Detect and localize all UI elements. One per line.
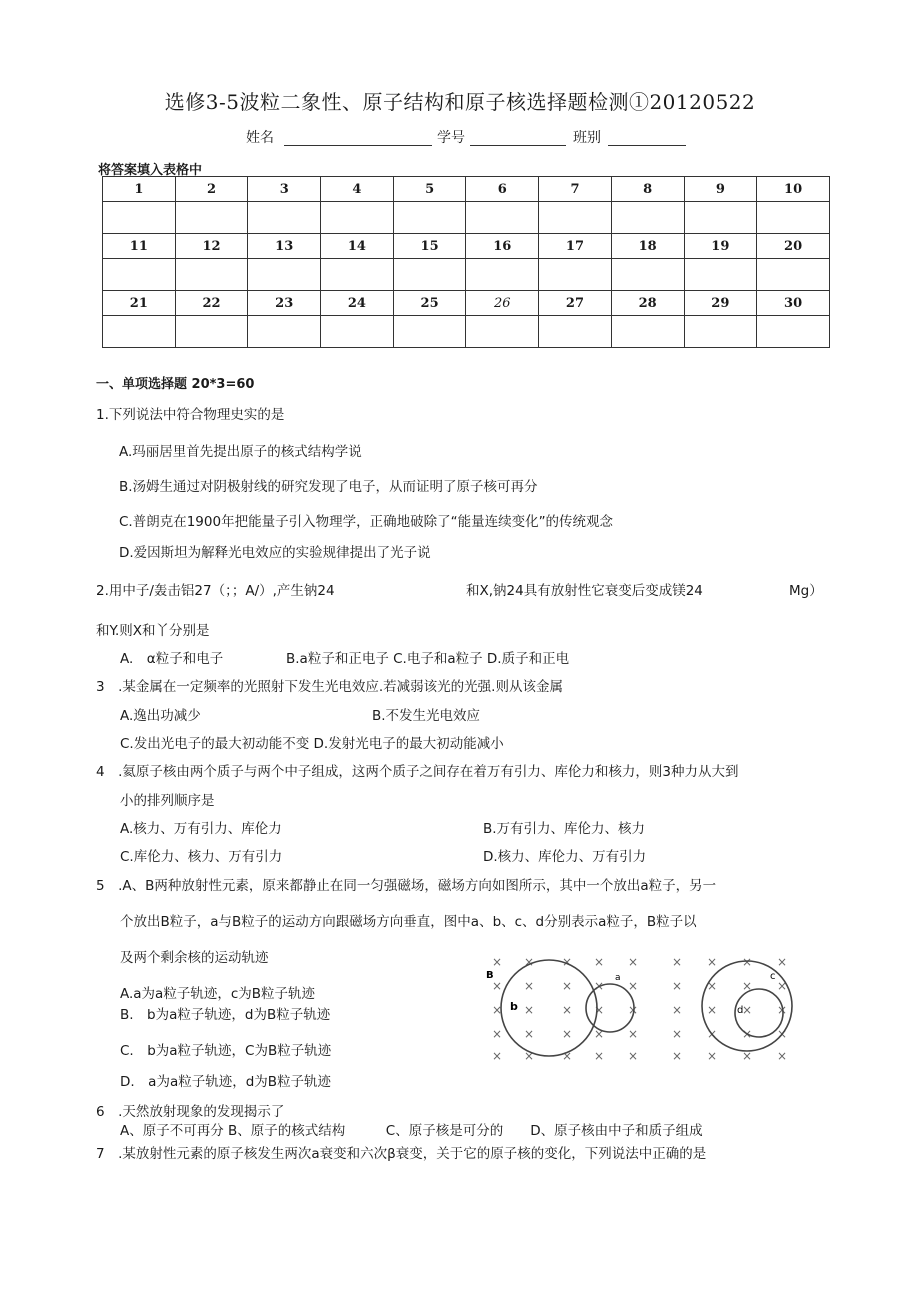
question-1-option-d: D.爱因斯坦为解释光电效应的实验规律提出了光子说 xyxy=(119,545,431,561)
answer-cell[interactable] xyxy=(103,316,176,348)
question-number-cell: 6 xyxy=(466,177,539,202)
question-number-cell: 4 xyxy=(321,177,394,202)
field-cross-mark: × xyxy=(593,1003,605,1017)
answer-cell[interactable] xyxy=(539,259,612,291)
answer-cell[interactable] xyxy=(611,259,684,291)
field-cross-mark: × xyxy=(671,955,683,969)
question-3-option-b: B.不发生光电效应 xyxy=(372,708,481,724)
name-blank-line xyxy=(284,145,432,146)
question-4-stem-line2: 小的排列顺序是 xyxy=(120,793,215,809)
question-number-cell: 26 xyxy=(466,291,539,316)
answer-cell[interactable] xyxy=(757,202,830,234)
section-heading: 一、单项选择题 20*3=60 xyxy=(96,377,255,392)
field-cross-mark: × xyxy=(741,1049,753,1063)
question-3-options-cd: C.发出光电子的最大初动能不变 D.发射光电子的最大初动能减小 xyxy=(120,736,504,752)
question-2-stem-part2: 和X,钠24具有放射性它衰变后变成镁24 xyxy=(466,583,703,599)
answer-cell[interactable] xyxy=(321,259,394,291)
figure-label-c: c xyxy=(770,971,776,982)
table-instruction: 将答案填入表格中 xyxy=(98,163,203,178)
field-cross-mark: × xyxy=(671,979,683,993)
answer-cell[interactable] xyxy=(103,202,176,234)
answer-cell[interactable] xyxy=(684,202,757,234)
field-cross-mark: × xyxy=(706,1027,718,1041)
answer-cell[interactable] xyxy=(466,316,539,348)
field-cross-mark: × xyxy=(627,1049,639,1063)
question-number-cell: 3 xyxy=(248,177,321,202)
magnetic-field-figure xyxy=(482,952,802,1068)
question-number-cell: 1 xyxy=(103,177,176,202)
field-cross-mark: × xyxy=(741,1027,753,1041)
question-number-cell: 24 xyxy=(321,291,394,316)
field-cross-mark: × xyxy=(523,1003,535,1017)
question-number-cell: 28 xyxy=(611,291,684,316)
class-label: 班别 xyxy=(573,130,601,146)
field-cross-mark: × xyxy=(671,1003,683,1017)
field-cross-mark: × xyxy=(741,1003,753,1017)
field-cross-mark: × xyxy=(627,1027,639,1041)
question-4-option-a: A.核力、万有引力、库伦力 xyxy=(120,821,282,837)
answer-cell[interactable] xyxy=(103,259,176,291)
question-5-stem-line1: 5 .A、B两种放射性元素，原来都静止在同一匀强磁场，磁场方向如图所示，其中一个放出a粒子，另一 xyxy=(96,878,717,894)
question-5-option-b: B. b为a粒子轨迹，d为B粒子轨迹 xyxy=(120,1007,331,1023)
field-cross-mark: × xyxy=(561,1003,573,1017)
question-1-option-a: A.玛丽居里首先提出原子的核式结构学说 xyxy=(119,444,362,460)
question-1-option-b: B.汤姆生通过对阴极射线的研究发现了电子，从而证明了原子核可再分 xyxy=(119,479,538,495)
question-number-cell: 5 xyxy=(393,177,466,202)
question-2-stem-part4: 和Y.则X和丫分别是 xyxy=(96,623,210,639)
field-cross-mark: × xyxy=(741,955,753,969)
field-cross-mark: × xyxy=(627,979,639,993)
answer-cell[interactable] xyxy=(611,202,684,234)
answer-cell[interactable] xyxy=(248,316,321,348)
answer-cell[interactable] xyxy=(466,259,539,291)
field-cross-mark: × xyxy=(523,979,535,993)
figure-label-big-b: B xyxy=(486,970,494,981)
question-5-option-d: D. a为a粒子轨迹，d为B粒子轨迹 xyxy=(120,1074,332,1090)
figure-label-b: b xyxy=(510,1000,518,1013)
answer-cell[interactable] xyxy=(321,316,394,348)
answer-cell[interactable] xyxy=(539,202,612,234)
question-number-cell: 17 xyxy=(539,234,612,259)
question-number-cell: 29 xyxy=(684,291,757,316)
field-cross-mark: × xyxy=(523,1049,535,1063)
question-6-options: A、原子不可再分 B、原子的核式结构 C、原子核是可分的 D、原子核由中子和质子组成 xyxy=(120,1123,703,1139)
question-3-option-a: A.逸出功减少 xyxy=(120,708,201,724)
field-cross-mark: × xyxy=(706,1003,718,1017)
question-number-cell: 13 xyxy=(248,234,321,259)
field-cross-mark: × xyxy=(491,979,503,993)
field-cross-mark: × xyxy=(491,1049,503,1063)
answer-table xyxy=(102,176,830,348)
answer-cell[interactable] xyxy=(466,202,539,234)
question-5-stem-line2: 个放出B粒子，a与B粒子的运动方向跟磁场方向垂直，图中a、b、c、d分别表示a粒子，B粒子以 xyxy=(120,914,697,930)
question-number-cell: 2 xyxy=(175,177,248,202)
question-number-cell: 11 xyxy=(103,234,176,259)
answer-cell[interactable] xyxy=(175,202,248,234)
answer-cell[interactable] xyxy=(684,259,757,291)
question-4-stem-line1: 4 .氦原子核由两个质子与两个中子组成，这两个质子之间存在着万有引力、库伦力和核力，则3种力从大到 xyxy=(96,764,739,780)
question-number-cell: 15 xyxy=(393,234,466,259)
student-id-blank-line xyxy=(470,145,566,146)
table-number-row xyxy=(103,291,830,316)
figure-label-d: d xyxy=(737,1005,744,1016)
field-cross-mark: × xyxy=(561,955,573,969)
answer-cell[interactable] xyxy=(321,202,394,234)
answer-cell[interactable] xyxy=(248,259,321,291)
field-cross-mark: × xyxy=(741,979,753,993)
field-cross-mark: × xyxy=(523,955,535,969)
question-2-stem-part3: Mg） xyxy=(789,583,823,599)
field-cross-mark: × xyxy=(627,1003,639,1017)
field-cross-mark: × xyxy=(776,1049,788,1063)
question-1-stem: 1.下列说法中符合物理史实的是 xyxy=(96,407,285,423)
question-number-cell: 20 xyxy=(757,234,830,259)
field-cross-mark: × xyxy=(593,1027,605,1041)
answer-cell[interactable] xyxy=(757,316,830,348)
question-3-stem: 3 .某金属在一定频率的光照射下发生光电效应.若减弱该光的光强.则从该金属 xyxy=(96,679,563,695)
question-number-cell: 8 xyxy=(611,177,684,202)
field-cross-mark: × xyxy=(491,955,503,969)
table-number-row xyxy=(103,234,830,259)
table-answer-row xyxy=(103,259,830,291)
question-5-stem-line3: 及两个剩余核的运动轨迹 xyxy=(120,950,269,966)
question-number-cell: 25 xyxy=(393,291,466,316)
answer-cell[interactable] xyxy=(175,316,248,348)
table-answer-row xyxy=(103,316,830,348)
answer-cell[interactable] xyxy=(684,316,757,348)
field-cross-mark: × xyxy=(776,1003,788,1017)
question-number-cell: 16 xyxy=(466,234,539,259)
field-cross-mark: × xyxy=(523,1027,535,1041)
question-number-cell: 7 xyxy=(539,177,612,202)
question-6-stem: 6 .天然放射现象的发现揭示了 xyxy=(96,1104,285,1120)
table-number-row xyxy=(103,177,830,202)
question-number-cell: 21 xyxy=(103,291,176,316)
question-4-option-c: C.库伦力、核力、万有引力 xyxy=(120,849,283,865)
question-number-cell: 22 xyxy=(175,291,248,316)
field-cross-mark: × xyxy=(593,979,605,993)
question-7-stem: 7 .某放射性元素的原子核发生两次a衰变和六次β衰变，关于它的原子核的变化，下列说法中正确的是 xyxy=(96,1146,707,1162)
answer-cell[interactable] xyxy=(248,202,321,234)
field-cross-mark: × xyxy=(561,979,573,993)
field-cross-mark: × xyxy=(706,955,718,969)
table-answer-row xyxy=(103,202,830,234)
question-5-option-a: A.a为a粒子轨迹，c为B粒子轨迹 xyxy=(120,986,316,1002)
field-cross-mark: × xyxy=(561,1027,573,1041)
question-4-option-b: B.万有引力、库伦力、核力 xyxy=(483,821,646,837)
question-number-cell: 27 xyxy=(539,291,612,316)
question-2-option-a: A. α粒子和电子 xyxy=(120,651,224,667)
field-cross-mark: × xyxy=(671,1049,683,1063)
field-cross-mark: × xyxy=(627,955,639,969)
question-2-options-bcd: B.a粒子和正电子 C.电子和a粒子 D.质子和正电 xyxy=(286,651,570,667)
question-number-cell: 9 xyxy=(684,177,757,202)
answer-cell[interactable] xyxy=(393,202,466,234)
field-cross-mark: × xyxy=(776,979,788,993)
answer-cell[interactable] xyxy=(539,316,612,348)
page-title: 选修3-5波粒二象性、原子结构和原子核选择题检测①20120522 xyxy=(164,90,756,114)
question-number-cell: 18 xyxy=(611,234,684,259)
field-cross-mark: × xyxy=(706,979,718,993)
answer-cell[interactable] xyxy=(393,259,466,291)
class-blank-line xyxy=(608,145,686,146)
figure-label-a: a xyxy=(615,973,621,983)
answer-cell[interactable] xyxy=(175,259,248,291)
field-cross-mark: × xyxy=(561,1049,573,1063)
field-cross-mark: × xyxy=(491,1003,503,1017)
field-cross-mark: × xyxy=(776,955,788,969)
question-4-option-d: D.核力、库伦力、万有引力 xyxy=(483,849,647,865)
field-cross-mark: × xyxy=(706,1049,718,1063)
question-1-option-c: C.普朗克在1900年把能量子引入物理学，正确地破除了“能量连续变化”的传统观念 xyxy=(119,514,614,530)
field-cross-mark: × xyxy=(671,1027,683,1041)
question-number-cell: 12 xyxy=(175,234,248,259)
field-cross-mark: × xyxy=(593,1049,605,1063)
name-label: 姓名 xyxy=(246,130,274,146)
field-cross-mark: × xyxy=(776,1027,788,1041)
question-number-cell: 10 xyxy=(757,177,830,202)
student-id-label: 学号 xyxy=(437,130,465,146)
question-5-option-c: C. b为a粒子轨迹，C为B粒子轨迹 xyxy=(120,1043,332,1059)
answer-cell[interactable] xyxy=(393,316,466,348)
question-number-cell: 19 xyxy=(684,234,757,259)
question-number-cell: 23 xyxy=(248,291,321,316)
answer-cell[interactable] xyxy=(611,316,684,348)
question-number-cell: 14 xyxy=(321,234,394,259)
question-2-stem-part1: 2.用中子/轰击铝27（；；A/）,产生钠24 xyxy=(96,583,335,599)
answer-cell[interactable] xyxy=(757,259,830,291)
field-cross-mark: × xyxy=(593,955,605,969)
question-number-cell: 30 xyxy=(757,291,830,316)
field-cross-mark: × xyxy=(491,1027,503,1041)
